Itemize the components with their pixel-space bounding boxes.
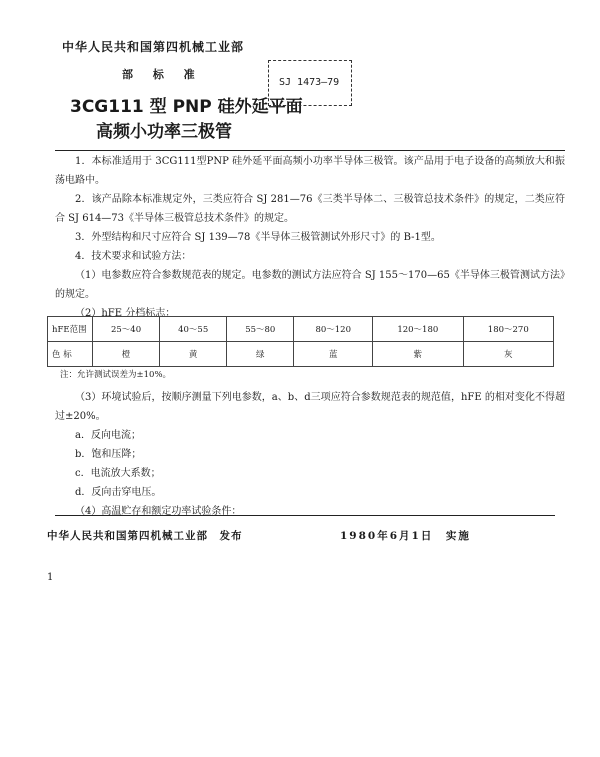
table-cell: 55～80 — [227, 317, 294, 342]
hfe-grading-table — [47, 316, 554, 367]
table-cell: 25～40 — [93, 317, 160, 342]
document-title-line2: 高频小功率三极管 — [96, 122, 232, 142]
list-item-c: c．电流放大系数； — [75, 468, 161, 479]
table-row — [48, 317, 554, 342]
table-cell: 120～180 — [373, 317, 463, 342]
table-cell: 绿 — [227, 342, 294, 367]
clause-4-4: （4）高温贮存和额定功率试验条件： — [75, 506, 242, 517]
header-divider — [55, 150, 565, 151]
table-cell: 紫 — [373, 342, 463, 367]
effective-date: 1980年6月1日 实施 — [340, 530, 471, 542]
clause-4: 4．技术要求和试验方法： — [75, 251, 192, 262]
table-cell: 黄 — [160, 342, 227, 367]
body-section-2 — [55, 388, 565, 521]
table-header-cell: 色 标 — [48, 342, 93, 367]
list-item-a: a．反向电流； — [75, 430, 141, 441]
document-title-line1: 3CG111 型 PNP 硅外延平面 — [70, 97, 303, 117]
standard-label: 部 标 准 — [122, 68, 203, 81]
table-header-cell: hFE范围 — [48, 317, 93, 342]
table-cell: 40～55 — [160, 317, 227, 342]
table-row — [48, 342, 554, 367]
clause-3: 3．外型结构和尺寸应符合 SJ 139—78《半导体三极管测试外形尺寸》的 B-1型。 — [75, 232, 441, 243]
table-note: 注：允许测试误差为±10%。 — [60, 370, 172, 380]
body-section-1 — [55, 152, 565, 323]
standard-code: SJ 1473—79 — [279, 77, 340, 88]
table-cell: 80～120 — [294, 317, 373, 342]
table-cell: 蓝 — [294, 342, 373, 367]
list-item-d: d．反向击穿电压。 — [75, 487, 162, 498]
table-cell: 灰 — [463, 342, 553, 367]
ministry-name: 中华人民共和国第四机械工业部 — [62, 40, 245, 54]
clause-2: 2．该产品除本标准规定外，三类应符合 SJ 281—76《三类半导体二、三极管总技术条件》的规定，二类应符合 SJ 614—73《半导体三极管总技术条件》的规定。 — [55, 194, 565, 224]
issuer: 中华人民共和国第四机械工业部 发布 — [47, 530, 243, 542]
clause-1: 1．本标准适用于 3CG111型PNP 硅外延平面高频小功率半导体三极管。该产品用于电子设备的高频放大和振荡电路中。 — [55, 156, 565, 186]
table-cell: 橙 — [93, 342, 160, 367]
standard-code-box — [268, 60, 352, 106]
clause-4-2: （2）hFE 分档标志： — [75, 308, 176, 319]
clause-4-1: （1）电参数应符合参数规范表的规定。电参数的测试方法应符合 SJ 155～170—65《半导体三极管测试方法》的规定。 — [55, 270, 565, 300]
clause-4-3: （3）环境试验后，按顺序测量下列电参数，a、b、d三项应符合参数规范表的规范值，hFE 的相对变化不得超 过±20%。 — [55, 392, 565, 422]
page-number: 1 — [47, 572, 54, 583]
footer-divider — [55, 515, 555, 516]
list-item-b: b．饱和压降； — [75, 449, 142, 460]
table-cell: 180～270 — [463, 317, 553, 342]
